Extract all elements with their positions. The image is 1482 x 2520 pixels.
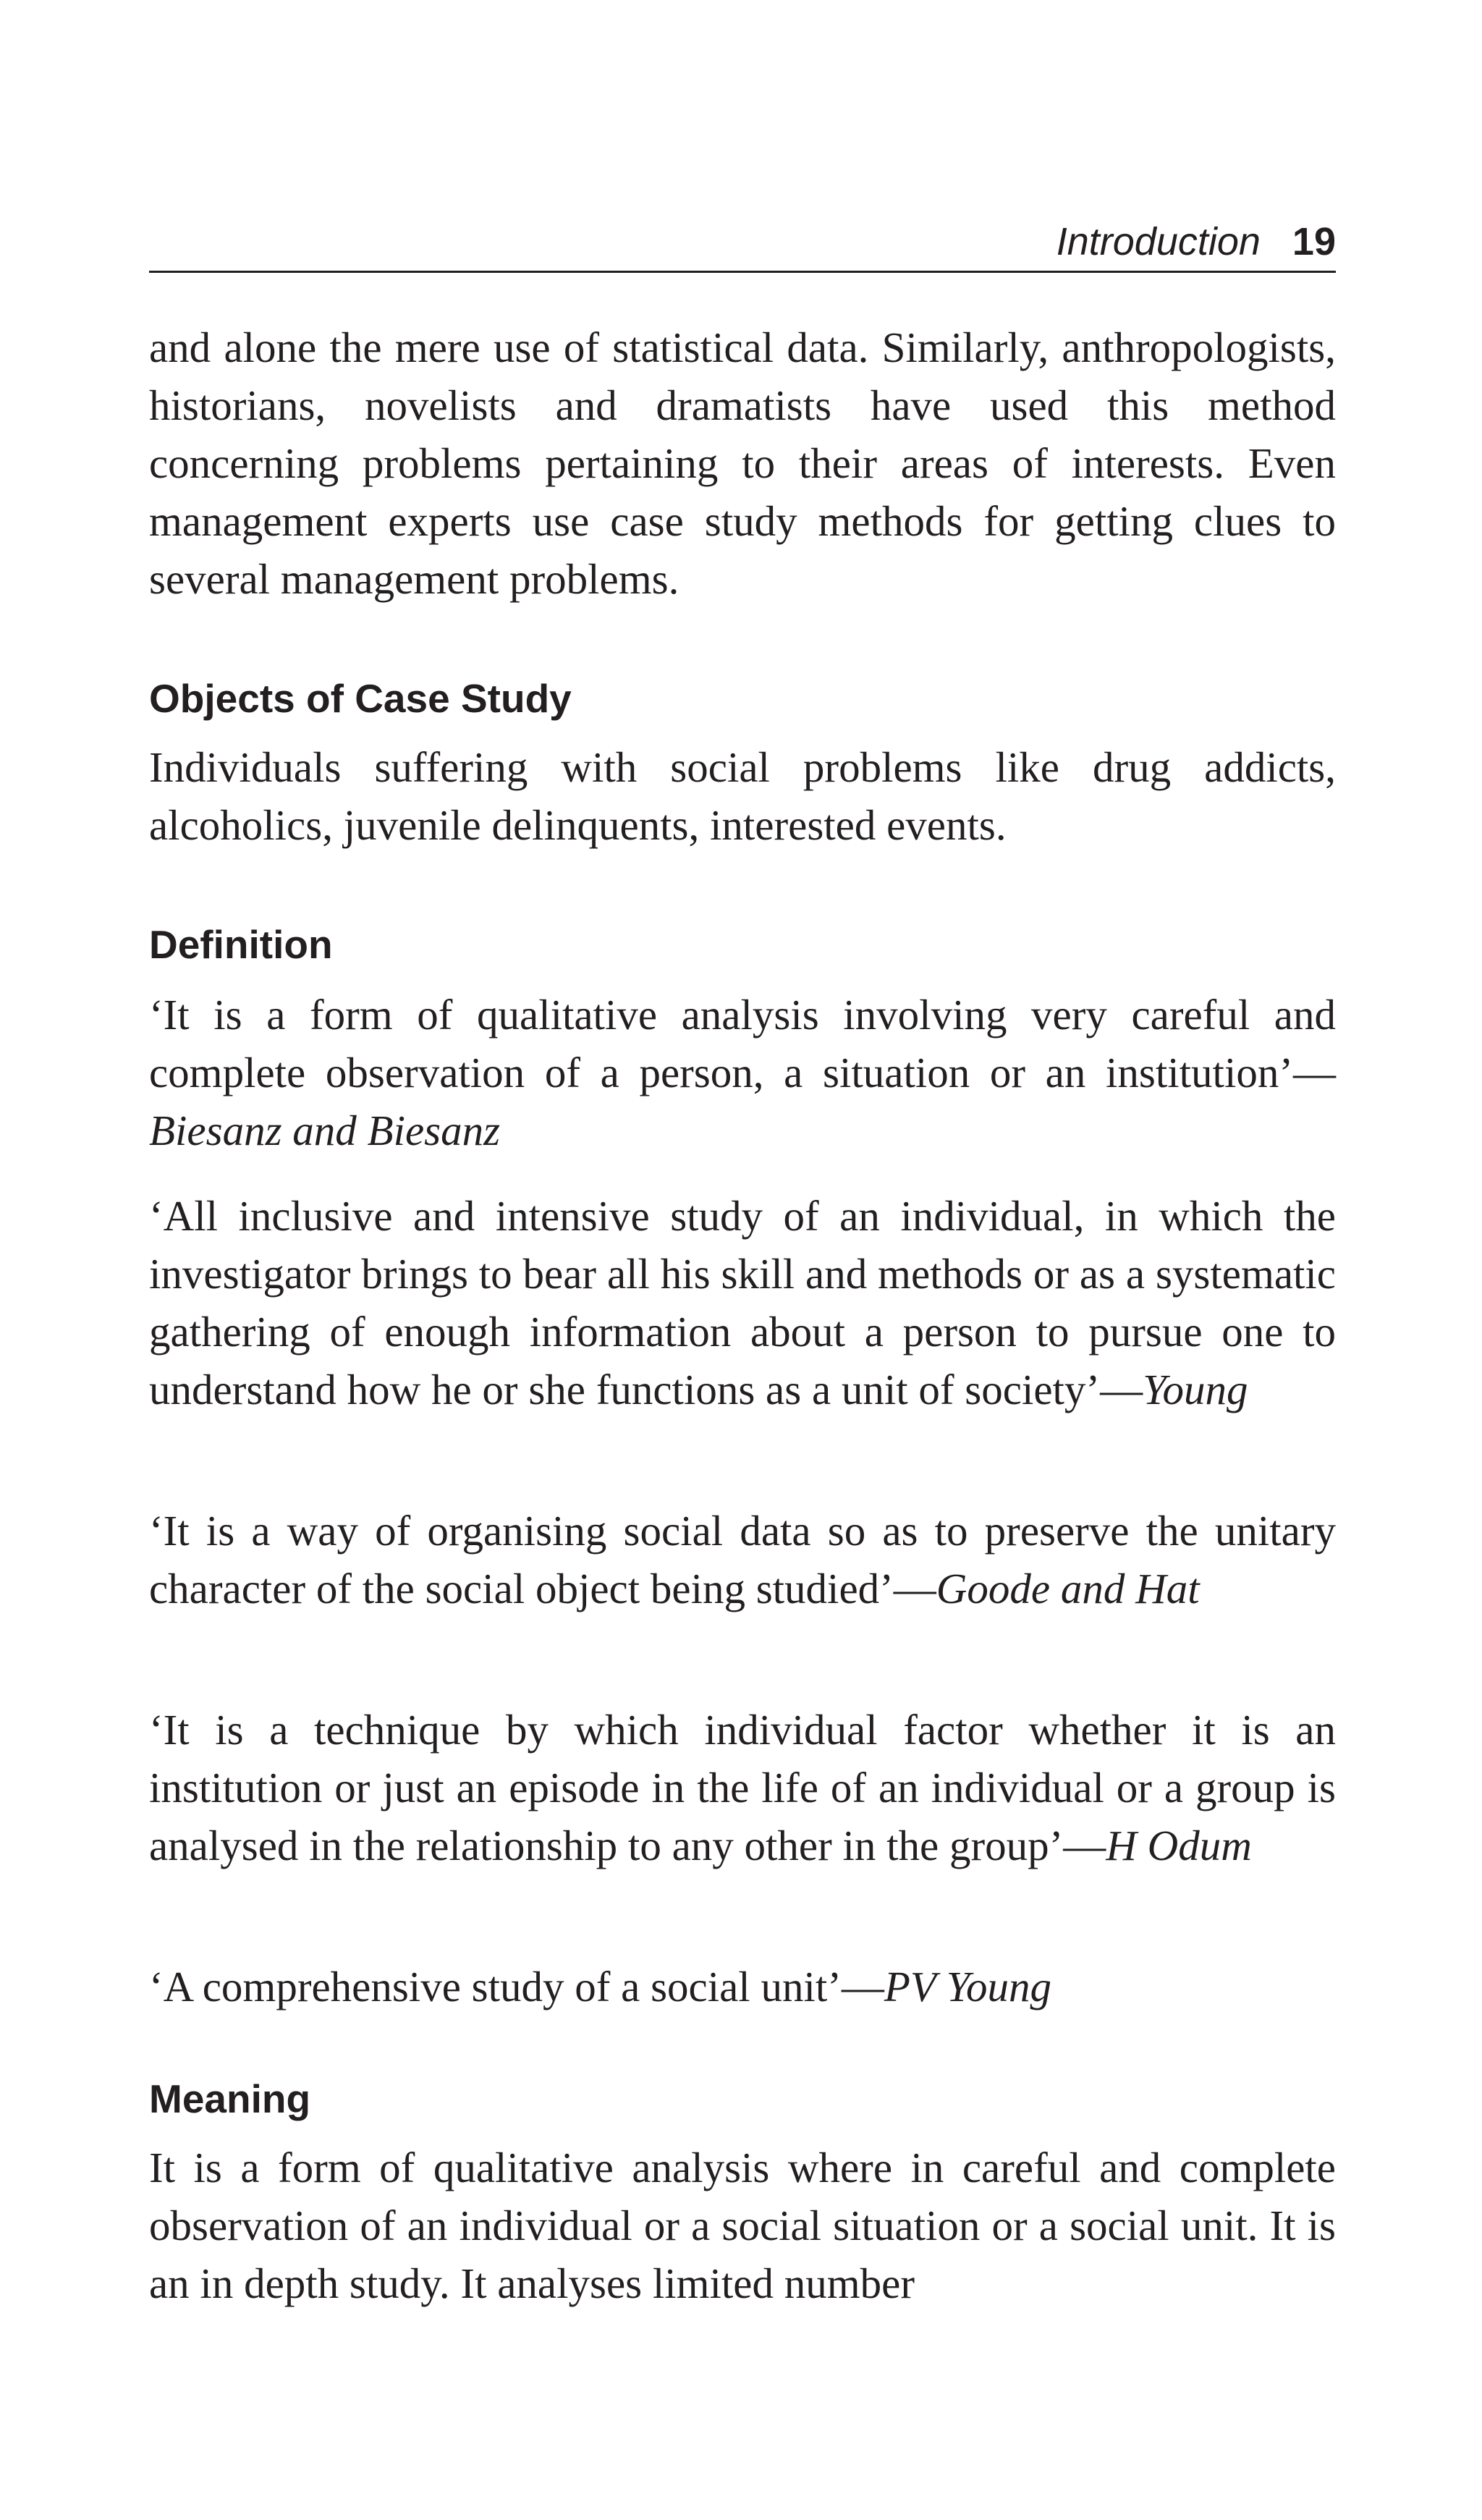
intro-paragraph: and alone the mere use of statistical data. Similarly, anthropologists, historians, novelists and dramatists have used this method concerning problems pertaining to their areas of interests. Even management experts use case study methods for getting clues to several management problems. [149, 324, 1336, 603]
definition-author: H Odum [1106, 1822, 1252, 1869]
running-head-section: Introduction [1056, 220, 1261, 263]
objects-paragraph: Individuals suffering with social problems like drug addicts, alcoholics, juvenile delinquents, interested events. [149, 743, 1336, 849]
definition-heading: Definition [149, 922, 333, 967]
definition-author: Young [1143, 1366, 1248, 1413]
definition-1 [149, 986, 1336, 1159]
meaning-paragraph: It is a form of qualitative analysis where in careful and complete observation of an individual or a social situation or a social unit. It is an in depth study. It analyses limited number [149, 2144, 1336, 2307]
definition-quote: ‘It is a technique by which individual factor whether it is an institution or just an episode in the life of an individual or a group is analysed in the relationship to any other in the group’— [149, 1706, 1336, 1869]
objects-paragraph-block [149, 738, 1336, 854]
objects-heading: Objects of Case Study [149, 676, 572, 721]
definition-quote: ‘A comprehensive study of a social unit’— [149, 1963, 884, 2010]
meaning-heading: Meaning [149, 2076, 311, 2121]
definition-quote: ‘All inclusive and intensive study of an individual, in which the investigator brings to bear all his skill and methods or as a systematic gathering of enough information about a person to pursue one to understand how he or she functions as a unit of society’— [149, 1192, 1336, 1413]
definition-4 [149, 1701, 1336, 1874]
meaning-paragraph-block [149, 2139, 1336, 2312]
definition-author: Goode and Hat [936, 1565, 1200, 1612]
definition-5 [149, 1958, 1336, 2016]
definition-author: PV Young [884, 1963, 1052, 2010]
definition-3 [149, 1502, 1336, 1618]
intro-paragraph-block [149, 318, 1336, 608]
running-head [149, 213, 1336, 273]
definition-2 [149, 1187, 1336, 1418]
definition-author: Biesanz and Biesanz [149, 1107, 501, 1154]
definition-quote: ‘It is a form of qualitative analysis involving very careful and complete observation of a person, a situation or an institution’— [149, 991, 1336, 1096]
definition-quote: ‘It is a way of organising social data so as to preserve the unitary character of the social object being studied’— [149, 1507, 1336, 1612]
page-number: 19 [1292, 220, 1336, 263]
